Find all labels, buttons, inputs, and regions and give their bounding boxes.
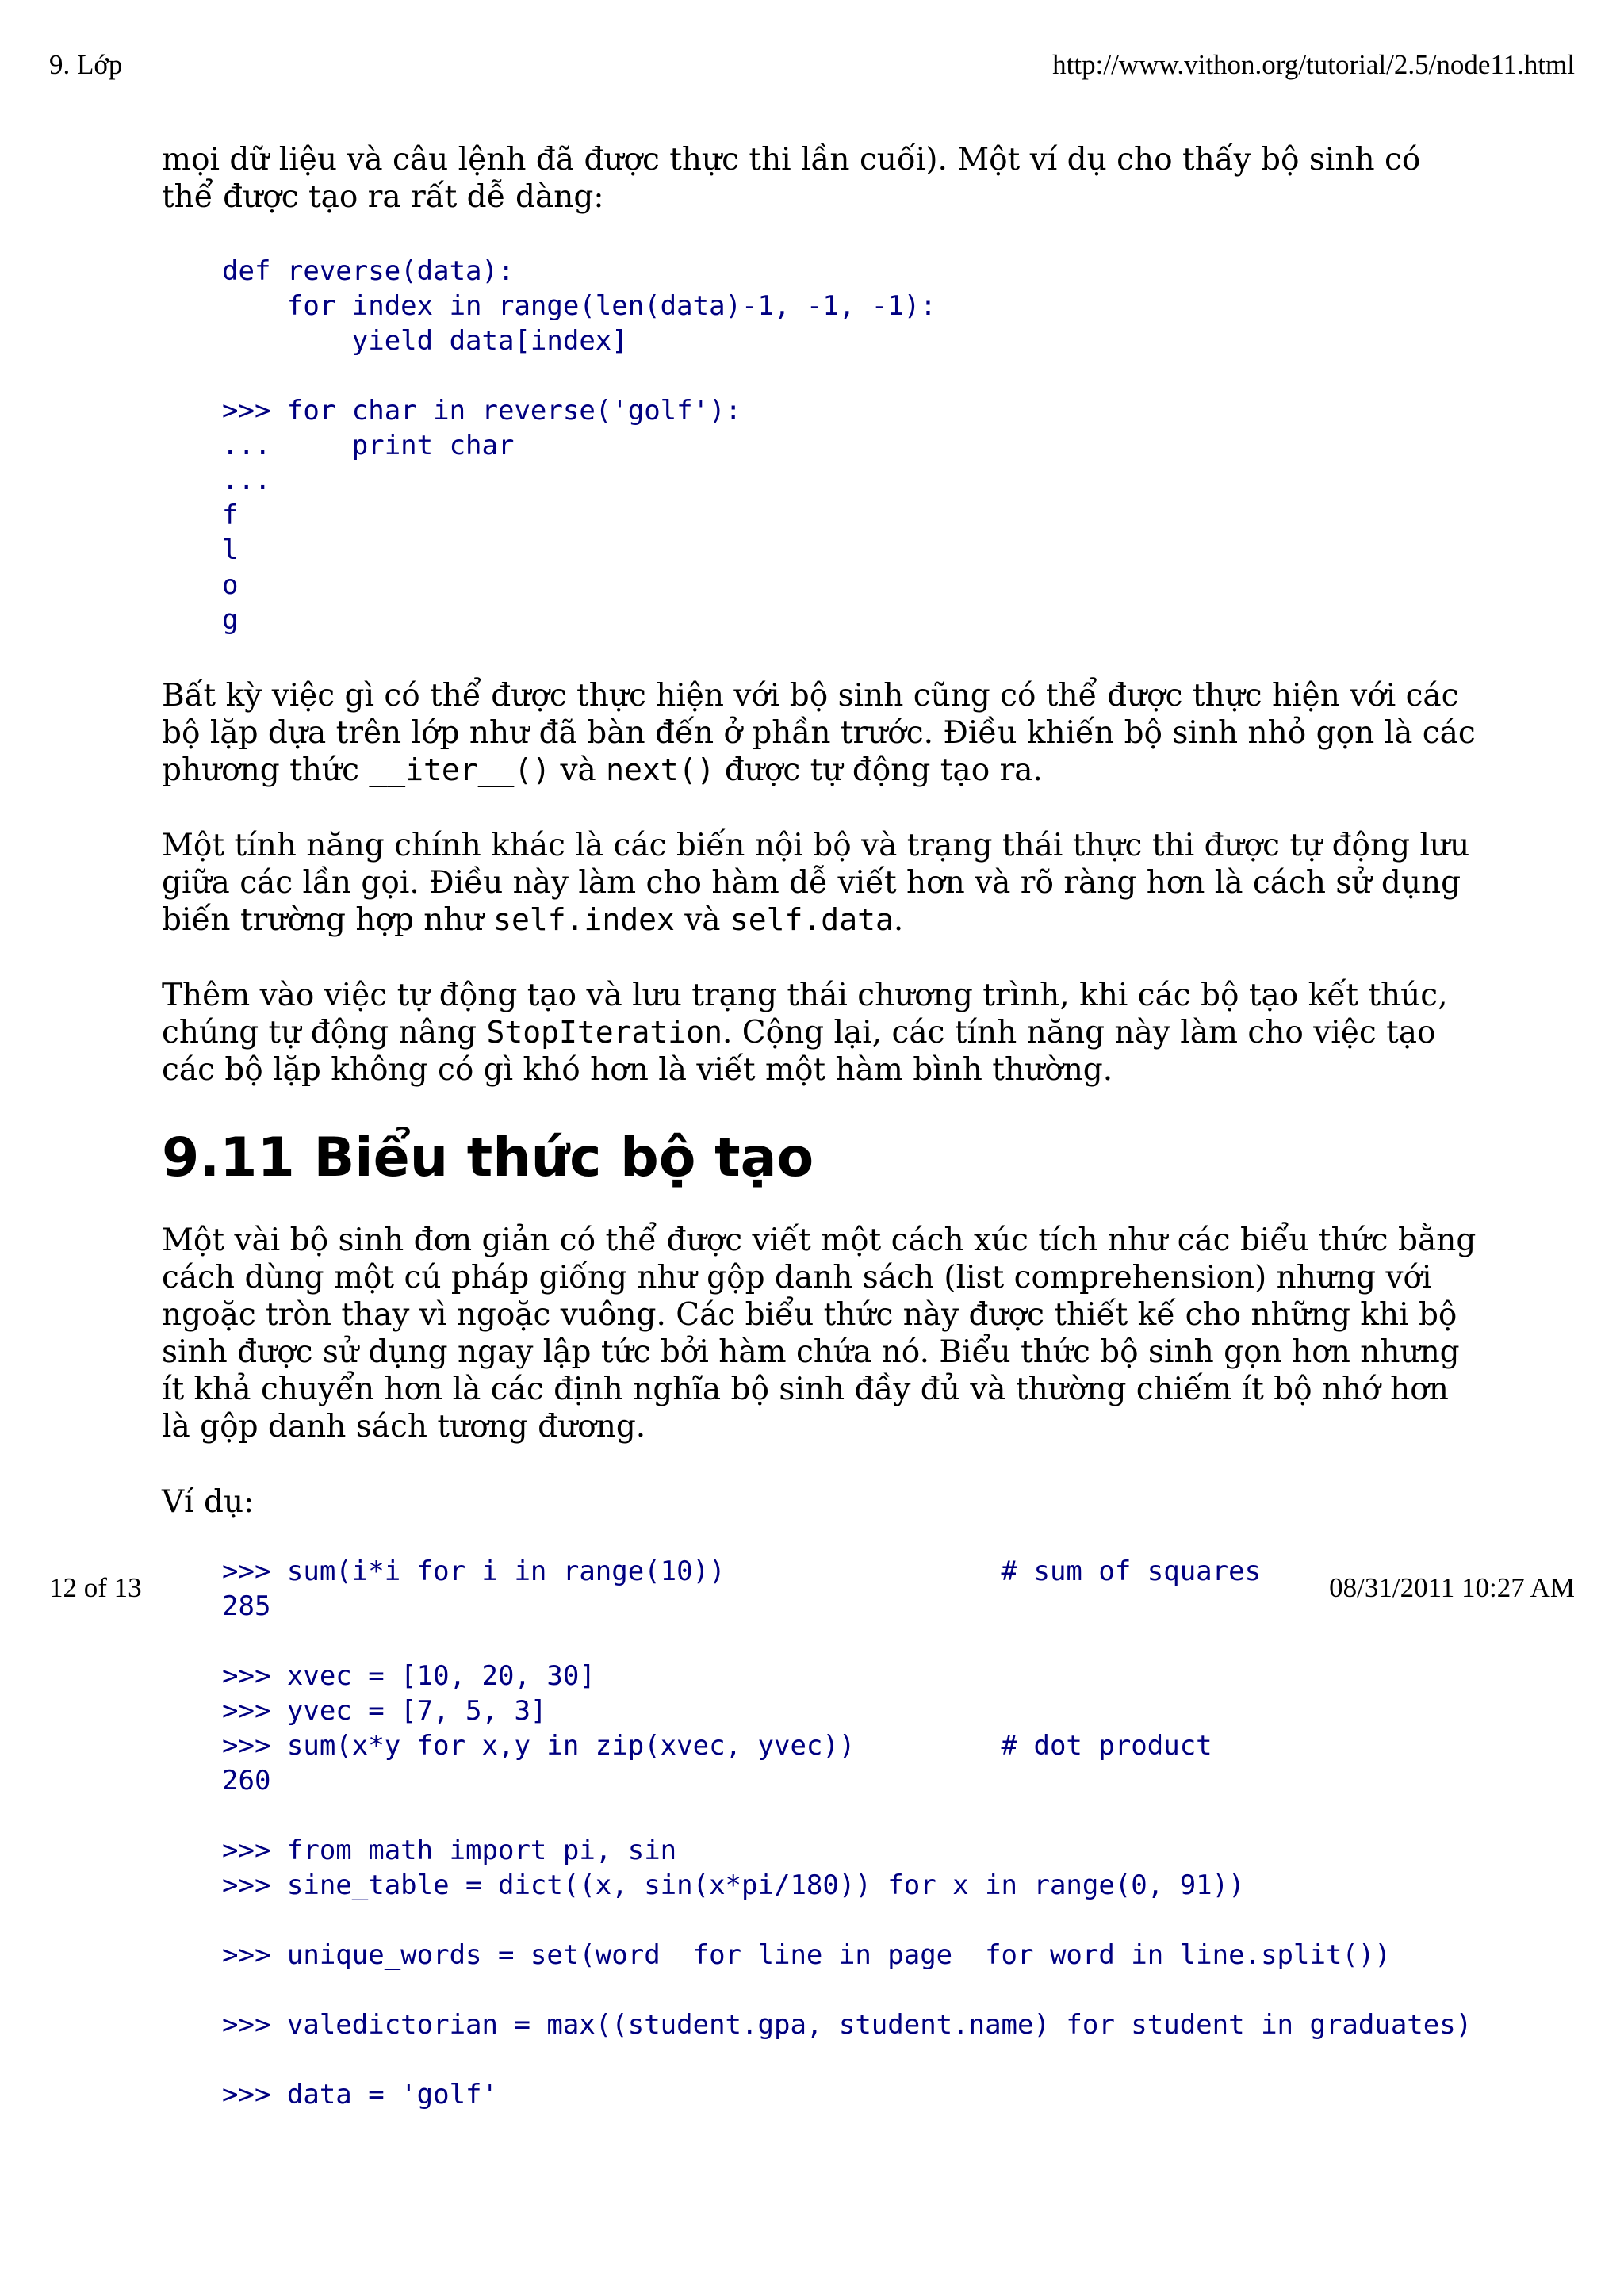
text: Một tính năng chính khác là các biến nội bộ và trạng thái thực thi được tự động lưu giữa các lần gọi. Điều này làm cho hàm dễ viết hơn và rõ ràng hơn là cách sử dụng biến trường hợp như: [162, 828, 1470, 938]
inline-code: self.data: [730, 902, 894, 937]
paragraph-generator-expressions: Một vài bộ sinh đơn giản có thể được viết một cách xúc tích như các biểu thức bằng cách dùng một cú pháp giống như gộp danh sách (list comprehension) nhưng với ngoặc tròn thay vì ngoặc vuông. Các biểu thức này được thiết kế cho những khi bộ sinh được sử dụng ngay lập tức bởi hàm chứa nó. Biểu thức bộ sinh gọn hơn nhưng ít khả chuyển hơn là các định nghĩa bộ sinh đầy đủ và thường chiếm ít bộ nhớ hơn là gộp danh sách tương đương.: [162, 1223, 1477, 1445]
intro-paragraph: mọi dữ liệu và câu lệnh đã được thực thi lần cuối). Một ví dụ cho thấy bộ sinh có thể được tạo ra rất dễ dàng:: [162, 142, 1421, 215]
paragraph-stopiteration: [162, 977, 1478, 1089]
text: . Cộng lại, các tính năng này làm cho việc tạo các bộ lặp không có gì khó hơn là viết một hàm bình thường.: [162, 1015, 1436, 1088]
document-body: [162, 141, 1478, 2152]
text: Bất kỳ việc gì có thể được thực hiện với bộ sinh cũng có thể được thực hiện với các bộ lặp dựa trên lớp như đã bàn đến ở phần trước. Điều khiến bộ sinh nhỏ gọn là các phương thức: [162, 678, 1476, 788]
text: được tự động tạo ra.: [714, 752, 1043, 788]
inline-code: StopIteration: [486, 1015, 722, 1050]
text: .: [893, 902, 904, 938]
paragraph-local-state: [162, 827, 1478, 939]
section-heading: 9.11 Biểu thức bộ tạo: [162, 1127, 814, 1189]
code-block-reverse: def reverse(data): for index in range(len(data)-1, -1, -1): yield data[index] >>> for char in reverse('golf'): ... print char ... f l o g: [222, 254, 1478, 637]
text: và: [550, 752, 607, 788]
text: Thêm vào việc tự động tạo và lưu trạng thái chương trình, khi các bộ tạo kết thúc, chúng tự động nâng: [162, 978, 1448, 1050]
page-footer-page-count: 12 of 13: [49, 1572, 142, 1603]
code-block-examples: >>> sum(i*i for i in range(10)) # sum of squares 285 >>> xvec = [10, 20, 30] >>> yvec = [7, 5, 3] >>> sum(x*y for x,y in zip(xvec, yvec)) # dot product 260 >>> from math import pi, sin >>> sine_table = dict((x, sin(x*pi/180)) for x in range(0, 91)) >>> unique_words = set(word for line in page for word in line.split()) >>> valedictorian = max((student.gpa, student.name) for student in graduates) >>> data = 'golf': [222, 1554, 1478, 2112]
inline-code: __iter__(): [369, 752, 551, 787]
paragraph-generator-iterators: [162, 677, 1478, 789]
page-header-url: http://www.vithon.org/tutorial/2.5/node11.html: [1052, 49, 1575, 80]
page-footer-timestamp: 08/31/2011 10:27 AM: [1329, 1572, 1575, 1603]
paragraph-examples-label: Ví dụ:: [162, 1484, 255, 1520]
inline-code: next(): [606, 752, 715, 787]
inline-code: self.index: [493, 902, 675, 937]
page-header-title: 9. Lớp: [49, 49, 123, 80]
text: và: [674, 902, 730, 938]
